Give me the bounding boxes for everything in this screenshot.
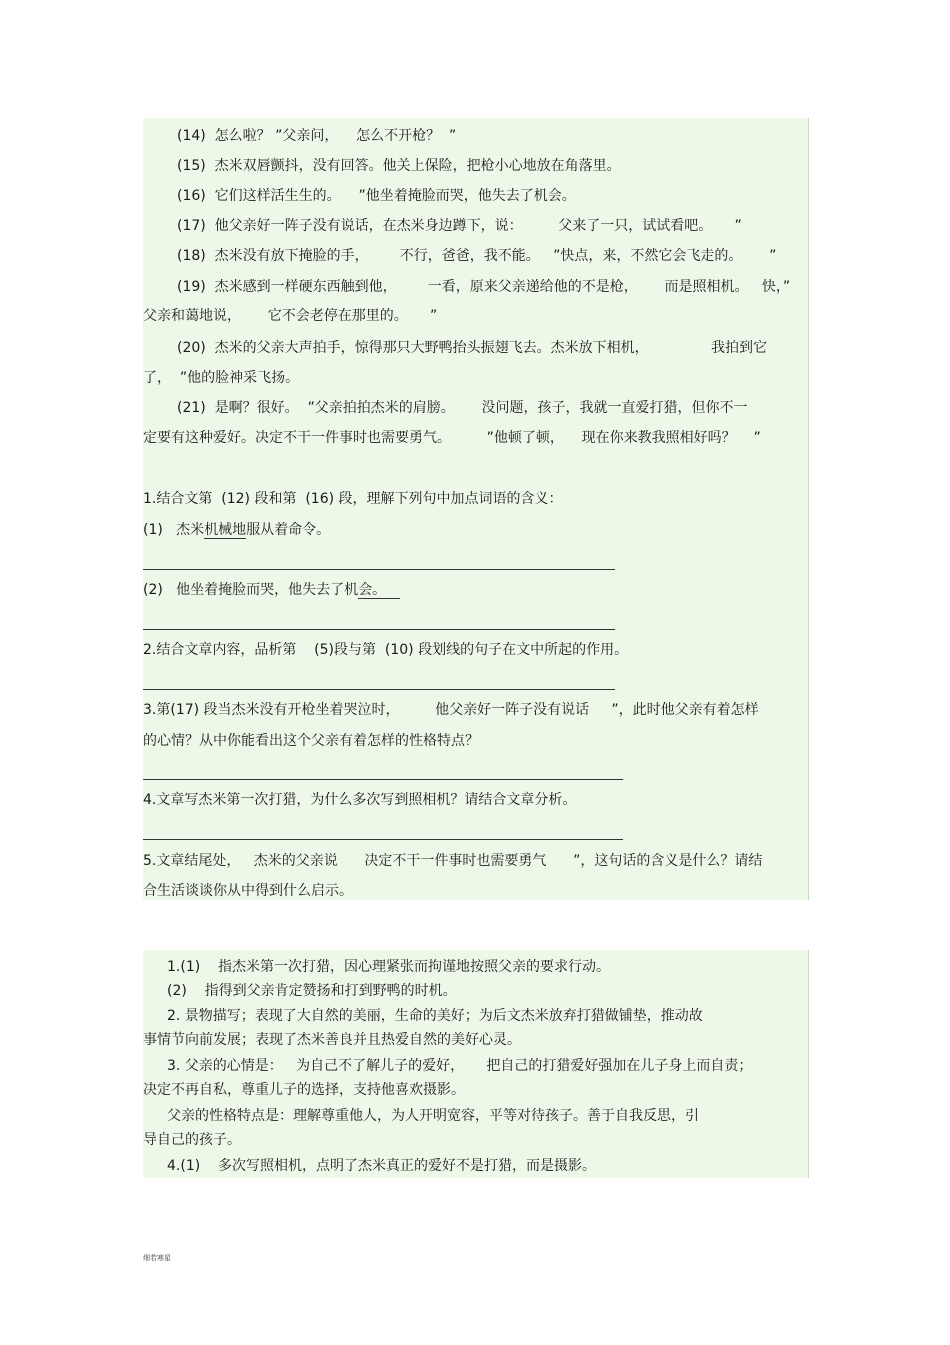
- question-1-1: (1) 杰米机械地服从着命令。: [143, 522, 331, 538]
- paragraph-16: (16) 它们这样活生生的。 ”他坐着掩脸而哭，他失去了机会。: [177, 188, 576, 204]
- paragraph-21-line2: 定要有这种爱好。决定不干一件事时也需要勇气。 ”他顿了顿， 现在你来教我照相好吗？ ”: [143, 430, 761, 446]
- paragraph-21-line1: (21) 是啊？很好。 ”父亲拍拍杰米的肩膀。 没问题，孩子，我就一直爱打猎，但你不一: [177, 400, 748, 416]
- paragraph-20-line2: 了， ”他的脸神采飞扬。: [143, 370, 300, 386]
- answer-3-line2: 决定不再自私，尊重儿子的选择，支持他喜欢摄影。: [143, 1082, 465, 1098]
- question-1: 1.结合文第 (12) 段和第 (16) 段，理解下列句中加点词语的含义：: [143, 491, 563, 507]
- paragraph-20-line1: (20) 杰米的父亲大声拍手，惊得那只大野鸭抬头振翅飞去。杰米放下相机， 我拍到它: [177, 340, 767, 356]
- paragraph-18: (18) 杰米没有放下掩脸的手， 不行，爸爸，我不能。 ”快点，来，不然它会飞走的。 ”: [177, 248, 777, 264]
- answer-blank-1-1: [143, 569, 615, 570]
- answer-2-line1: 2. 景物描写；表现了大自然的美丽，生命的美好；为后文杰米放弃打猎做铺垫，推动故: [167, 1008, 703, 1024]
- question-1-2: (2) 他坐着掩脸而哭，他失去了机会。: [143, 582, 400, 598]
- answer-3-line1: 3. 父亲的心情是： 为自己不了解儿子的爱好， 把自己的打猎爱好强加在儿子身上而自责；: [167, 1058, 753, 1074]
- answer-blank-4: [143, 839, 623, 840]
- paragraph-19-line1: (19) 杰米感到一样硬东西触到他， 一看，原来父亲递给他的不是枪， 而是照相机。 快，”: [177, 279, 791, 295]
- emphasized-word: 机械地: [204, 522, 247, 538]
- footer-watermark: 细若寒星: [143, 1254, 171, 1262]
- answer-blank-2: [143, 689, 615, 690]
- answer-3-line3: 父亲的性格特点是：理解尊重他人，为人开明宽容，平等对待孩子。善于自我反思，引: [167, 1108, 699, 1124]
- paragraph-19-line2: 父亲和蔼地说， 它不会老停在那里的。 ”: [143, 308, 438, 324]
- emphasized-word: 会。: [358, 582, 400, 598]
- answer-2-line2: 事情节向前发展；表现了杰米善良并且热爱自然的美好心灵。: [143, 1032, 521, 1048]
- answer-1-2: (2) 指得到父亲肯定赞扬和打到野鸭的时机。: [167, 983, 457, 999]
- question-3-line1: 3.第(17) 段当杰米没有开枪坐着哭泣时， 他父亲好一阵子没有说话 ”，此时他父亲有着怎样: [143, 702, 759, 718]
- answer-3-line4: 导自己的孩子。: [143, 1132, 241, 1148]
- question-5-line2: 合生活谈谈你从中得到什么启示。: [143, 883, 353, 899]
- question-5-line1: 5.文章结尾处， 杰米的父亲说 决定不干一件事时也需要勇气 ”，这句话的含义是什么？请结: [143, 853, 763, 869]
- answer-blank-3: [143, 779, 623, 780]
- question-2: 2.结合文章内容，品析第 (5)段与第 (10) 段划线的句子在文中所起的作用。: [143, 642, 629, 658]
- paragraph-17: (17) 他父亲好一阵子没有说话，在杰米身边蹲下，说： 父来了一只，试试看吧。 ”: [177, 218, 742, 234]
- paragraph-15: (15) 杰米双唇颤抖，没有回答。他关上保险，把枪小心地放在角落里。: [177, 158, 621, 174]
- question-3-line2: 的心情？从中你能看出这个父亲有着怎样的性格特点？: [143, 733, 479, 749]
- answer-4-1: 4.(1) 多次写照相机，点明了杰米真正的爱好不是打猎，而是摄影。: [167, 1158, 596, 1174]
- answer-1-1: 1.(1) 指杰米第一次打猎，因心理紧张而拘谨地按照父亲的要求行动。: [167, 959, 610, 975]
- question-4: 4.文章写杰米第一次打猎，为什么多次写到照相机？请结合文章分析。: [143, 792, 577, 808]
- answer-blank-1-2: [143, 629, 615, 630]
- paragraph-14: (14) 怎么啦？ ”父亲问， 怎么不开枪？ ”: [177, 128, 457, 144]
